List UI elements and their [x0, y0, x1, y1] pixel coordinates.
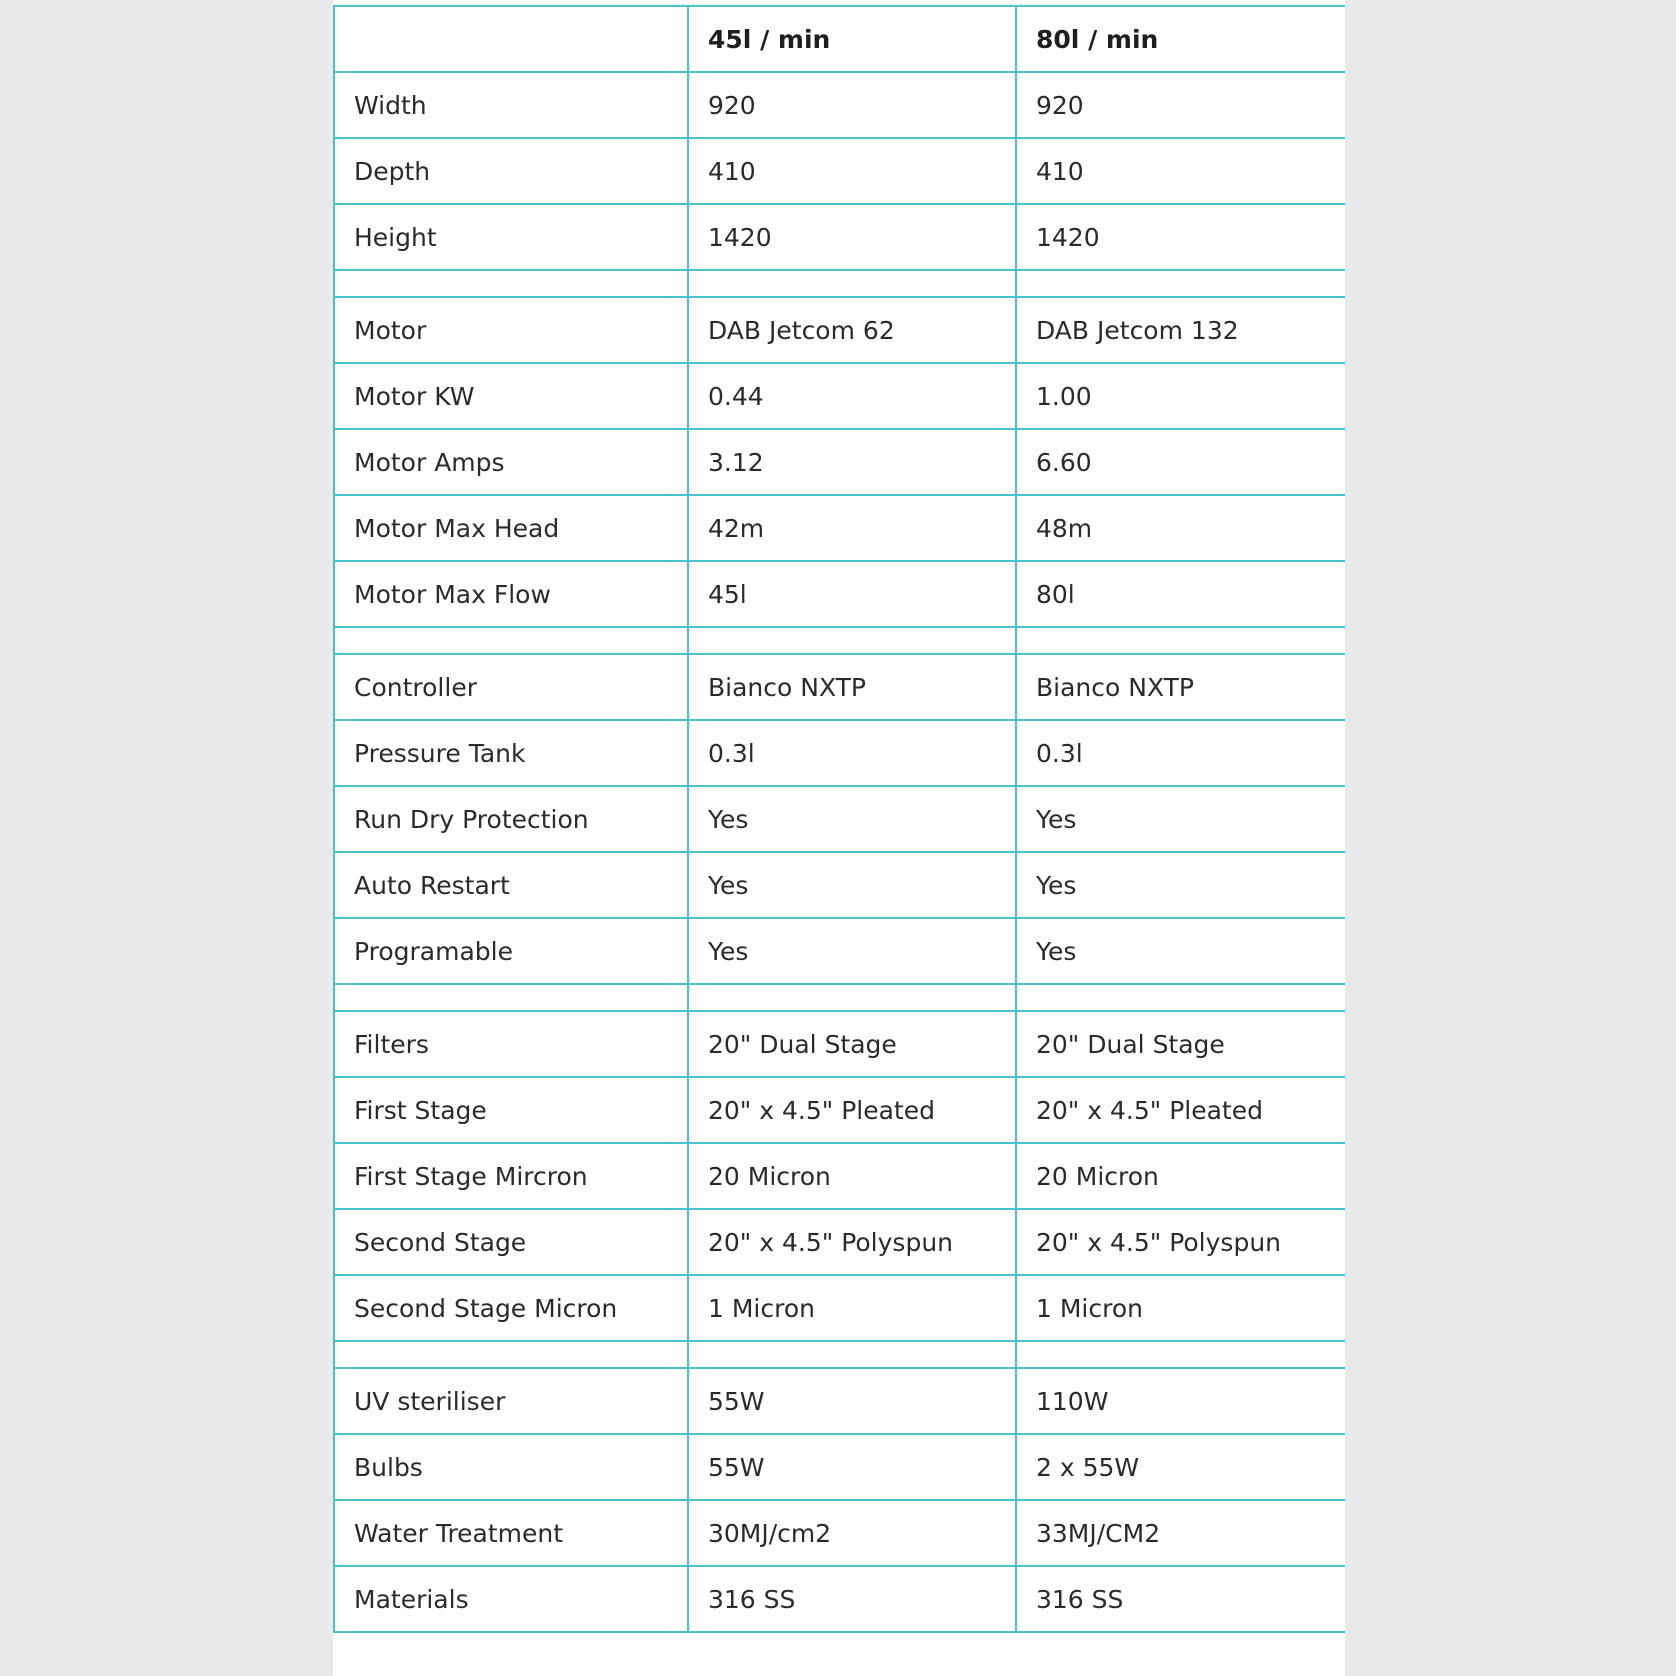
- spec-value-cell: Yes: [688, 918, 1016, 984]
- separator-cell: [334, 270, 688, 297]
- spec-label-cell: Filters: [334, 1011, 688, 1077]
- separator-cell: [334, 984, 688, 1011]
- separator-cell: [1016, 270, 1345, 297]
- column-header-2: 80l / min: [1016, 6, 1345, 72]
- spec-value-cell: Yes: [688, 786, 1016, 852]
- table-row: [334, 1209, 1345, 1275]
- table-row: [334, 1275, 1345, 1341]
- table-row: [334, 654, 1345, 720]
- spec-value-cell: 1 Micron: [1016, 1275, 1345, 1341]
- spec-value-cell: 20 Micron: [1016, 1143, 1345, 1209]
- separator-cell: [688, 984, 1016, 1011]
- spec-value-cell: 1.00: [1016, 363, 1345, 429]
- spec-value-cell: 6.60: [1016, 429, 1345, 495]
- spec-label-cell: Motor KW: [334, 363, 688, 429]
- spec-label-cell: Auto Restart: [334, 852, 688, 918]
- spec-label-cell: Motor Max Head: [334, 495, 688, 561]
- spec-value-cell: Yes: [1016, 852, 1345, 918]
- spec-value-cell: 0.3l: [1016, 720, 1345, 786]
- spec-value-cell: 0.44: [688, 363, 1016, 429]
- spec-label-cell: Motor: [334, 297, 688, 363]
- spec-value-cell: 20" Dual Stage: [688, 1011, 1016, 1077]
- spec-value-cell: Yes: [1016, 786, 1345, 852]
- spec-value-cell: 920: [1016, 72, 1345, 138]
- table-row: [334, 363, 1345, 429]
- table-row: [334, 1434, 1345, 1500]
- spec-value-cell: 20" x 4.5" Polyspun: [1016, 1209, 1345, 1275]
- table-row: [334, 1143, 1345, 1209]
- spec-value-cell: DAB Jetcom 132: [1016, 297, 1345, 363]
- separator-cell: [688, 270, 1016, 297]
- spec-label-cell: Height: [334, 204, 688, 270]
- spec-label-cell: Water Treatment: [334, 1500, 688, 1566]
- table-row: [334, 204, 1345, 270]
- spec-value-cell: 48m: [1016, 495, 1345, 561]
- group-separator-row: [334, 270, 1345, 297]
- spec-value-cell: 30MJ/cm2: [688, 1500, 1016, 1566]
- spec-label-cell: First Stage: [334, 1077, 688, 1143]
- spec-value-cell: 316 SS: [688, 1566, 1016, 1632]
- table-row: [334, 918, 1345, 984]
- group-separator-row: [334, 984, 1345, 1011]
- table-row: [334, 561, 1345, 627]
- spec-value-cell: 410: [1016, 138, 1345, 204]
- table-row: [334, 1011, 1345, 1077]
- spec-label-cell: Second Stage: [334, 1209, 688, 1275]
- spec-value-cell: 1420: [688, 204, 1016, 270]
- spec-value-cell: 42m: [688, 495, 1016, 561]
- spec-label-cell: Bulbs: [334, 1434, 688, 1500]
- spec-table-body: [334, 6, 1345, 1632]
- spec-value-cell: 33MJ/CM2: [1016, 1500, 1345, 1566]
- table-row: [334, 138, 1345, 204]
- spec-label-cell: Depth: [334, 138, 688, 204]
- spec-value-cell: 110W: [1016, 1368, 1345, 1434]
- separator-cell: [1016, 1341, 1345, 1368]
- table-row: [334, 72, 1345, 138]
- group-separator-row: [334, 1341, 1345, 1368]
- spec-value-cell: 55W: [688, 1368, 1016, 1434]
- spec-label-cell: Controller: [334, 654, 688, 720]
- spec-value-cell: 20 Micron: [688, 1143, 1016, 1209]
- spec-value-cell: 0.3l: [688, 720, 1016, 786]
- spec-label-cell: Pressure Tank: [334, 720, 688, 786]
- spec-value-cell: 1420: [1016, 204, 1345, 270]
- spec-value-cell: 920: [688, 72, 1016, 138]
- spec-value-cell: 1 Micron: [688, 1275, 1016, 1341]
- spec-value-cell: 20" x 4.5" Polyspun: [688, 1209, 1016, 1275]
- table-row: [334, 720, 1345, 786]
- table-row: [334, 852, 1345, 918]
- spec-value-cell: Bianco NXTP: [1016, 654, 1345, 720]
- table-row: [334, 786, 1345, 852]
- spec-value-cell: 20" x 4.5" Pleated: [1016, 1077, 1345, 1143]
- column-header-1: 45l / min: [688, 6, 1016, 72]
- spec-label-cell: Motor Amps: [334, 429, 688, 495]
- spec-label-cell: Second Stage Micron: [334, 1275, 688, 1341]
- header-corner-cell: [334, 6, 688, 72]
- spec-value-cell: Yes: [1016, 918, 1345, 984]
- spec-label-cell: Motor Max Flow: [334, 561, 688, 627]
- table-row: [334, 1566, 1345, 1632]
- spec-value-cell: 80l: [1016, 561, 1345, 627]
- spec-value-cell: 316 SS: [1016, 1566, 1345, 1632]
- spec-value-cell: DAB Jetcom 62: [688, 297, 1016, 363]
- separator-cell: [334, 1341, 688, 1368]
- spec-value-cell: 20" Dual Stage: [1016, 1011, 1345, 1077]
- table-header-row: [334, 6, 1345, 72]
- spec-value-cell: 410: [688, 138, 1016, 204]
- spec-label-cell: First Stage Mircron: [334, 1143, 688, 1209]
- separator-cell: [688, 1341, 1016, 1368]
- spec-value-cell: 55W: [688, 1434, 1016, 1500]
- table-row: [334, 297, 1345, 363]
- spec-table: [333, 5, 1345, 1633]
- spec-label-cell: UV steriliser: [334, 1368, 688, 1434]
- separator-cell: [1016, 627, 1345, 654]
- separator-cell: [1016, 984, 1345, 1011]
- spec-label-cell: Run Dry Protection: [334, 786, 688, 852]
- table-row: [334, 1368, 1345, 1434]
- table-row: [334, 429, 1345, 495]
- spec-label-cell: Programable: [334, 918, 688, 984]
- table-row: [334, 1077, 1345, 1143]
- spec-sheet: [333, 0, 1345, 1676]
- spec-value-cell: 20" x 4.5" Pleated: [688, 1077, 1016, 1143]
- table-row: [334, 1500, 1345, 1566]
- separator-cell: [688, 627, 1016, 654]
- table-row: [334, 495, 1345, 561]
- spec-value-cell: 3.12: [688, 429, 1016, 495]
- spec-label-cell: Width: [334, 72, 688, 138]
- separator-cell: [334, 627, 688, 654]
- spec-value-cell: 45l: [688, 561, 1016, 627]
- group-separator-row: [334, 627, 1345, 654]
- spec-value-cell: 2 x 55W: [1016, 1434, 1345, 1500]
- spec-label-cell: Materials: [334, 1566, 688, 1632]
- spec-value-cell: Bianco NXTP: [688, 654, 1016, 720]
- spec-value-cell: Yes: [688, 852, 1016, 918]
